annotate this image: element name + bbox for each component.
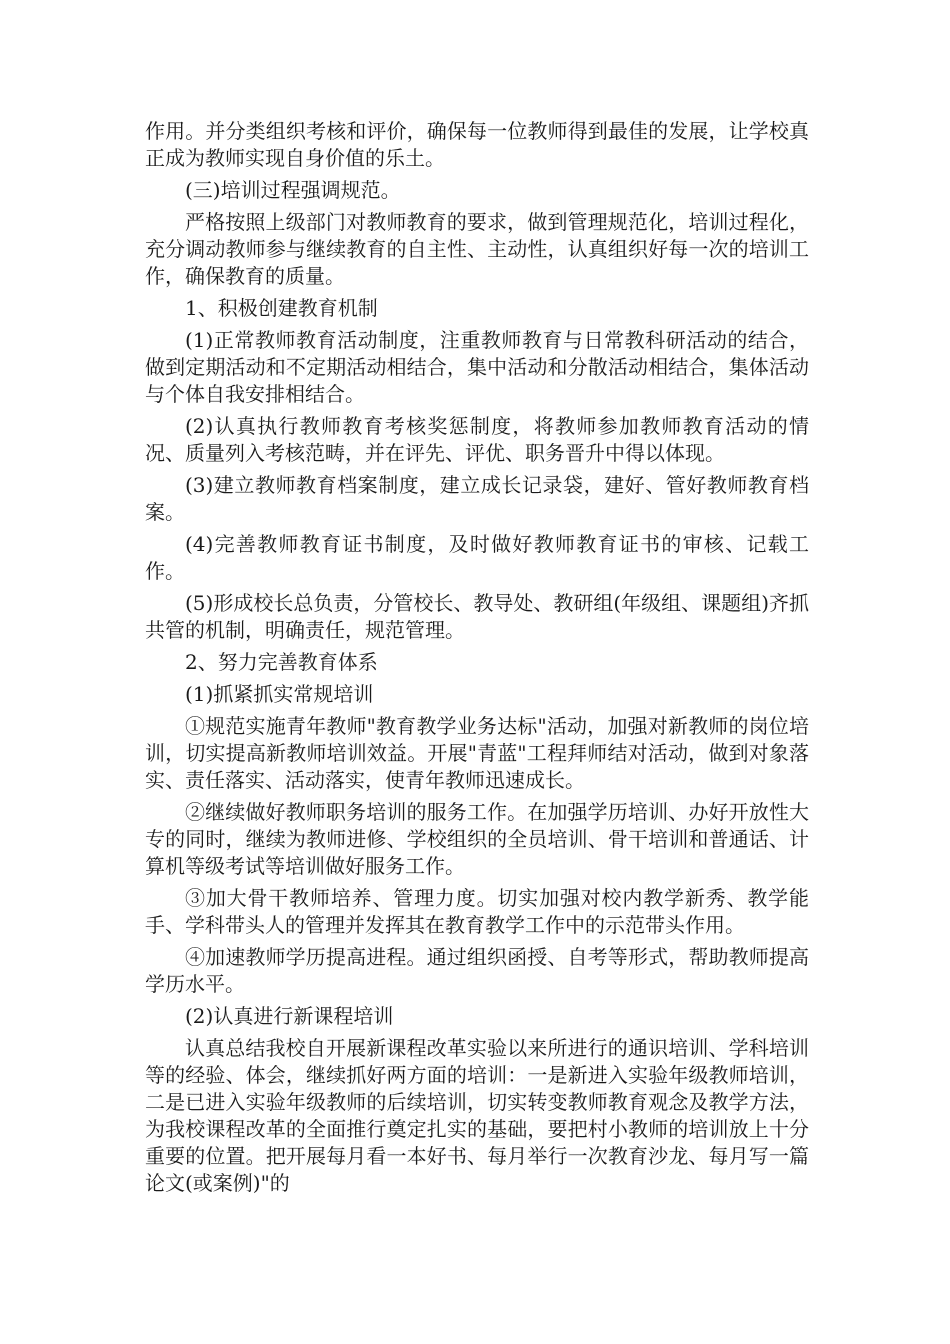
paragraph: 严格按照上级部门对教师教育的要求，做到管理规范化，培训过程化，充分调动教师参与继续教育的自主性、主动性，认真组织好每一次的培训工作，确保教育的质量。 [145,210,809,288]
paragraph: 认真总结我校自开展新课程改革实验以来所进行的通识培训、学科培训等的经验、体会，继续抓好两方面的培训：一是新进入实验年级教师培训，二是已进入实验年级教师的后续培训，切实转变教师教育观念及教学方法，为我校课程改革的全面推行奠定扎实的基础，要把村小教师的培训放上十分重要的位置。把开展每月看一本好书、每月举行一次教育沙龙、每月写一篇论文(或案例)"的 [145,1036,809,1195]
section-heading: (三)培训过程强调规范。 [185,178,401,202]
document-page [145,118,809,1202]
paragraph: (5)形成校长总负责，分管校长、教导处、教研组(年级组、课题组)齐抓共管的机制，明确责任，规范管理。 [145,591,809,642]
paragraph: (4)完善教师教育证书制度，及时做好教师教育证书的审核、记载工作。 [145,532,809,583]
paragraph: 作用。并分类组织考核和评价，确保每一位教师得到最佳的发展，让学校真正成为教师实现自身价值的乐土。 [145,119,809,170]
paragraph: (1)正常教师教育活动制度，注重教师教育与日常教科研活动的结合，做到定期活动和不定期活动相结合，集中活动和分散活动相结合，集体活动与个体自我安排相结合。 [145,328,809,406]
subsection-heading: (1)抓紧抓实常规培训 [185,682,374,706]
paragraph: (3)建立教师教育档案制度，建立成长记录袋，建好、管好教师教育档案。 [145,473,809,524]
section-heading: 2、努力完善教育体系 [185,650,378,674]
section-heading: 1、积极创建教育机制 [185,296,378,320]
paragraph: ②继续做好教师职务培训的服务工作。在加强学历培训、办好开放性大专的同时，继续为教师进修、学校组织的全员培训、骨干培训和普通话、计算机等级考试等培训做好服务工作。 [145,800,809,878]
paragraph: ④加速教师学历提高进程。通过组织函授、自考等形式，帮助教师提高学历水平。 [145,945,809,996]
paragraph: ①规范实施青年教师"教育教学业务达标"活动，加强对新教师的岗位培训，切实提高新教师培训效益。开展"青蓝"工程拜师结对活动，做到对象落实、责任落实、活动落实，使青年教师迅速成长。 [145,714,809,792]
paragraph: ③加大骨干教师培养、管理力度。切实加强对校内教学新秀、教学能手、学科带头人的管理并发挥其在教育教学工作中的示范带头作用。 [145,886,809,937]
paragraph: (2)认真执行教师教育考核奖惩制度，将教师参加教师教育活动的情况、质量列入考核范畴，并在评先、评优、职务晋升中得以体现。 [145,414,809,465]
subsection-heading: (2)认真进行新课程培训 [185,1004,394,1028]
